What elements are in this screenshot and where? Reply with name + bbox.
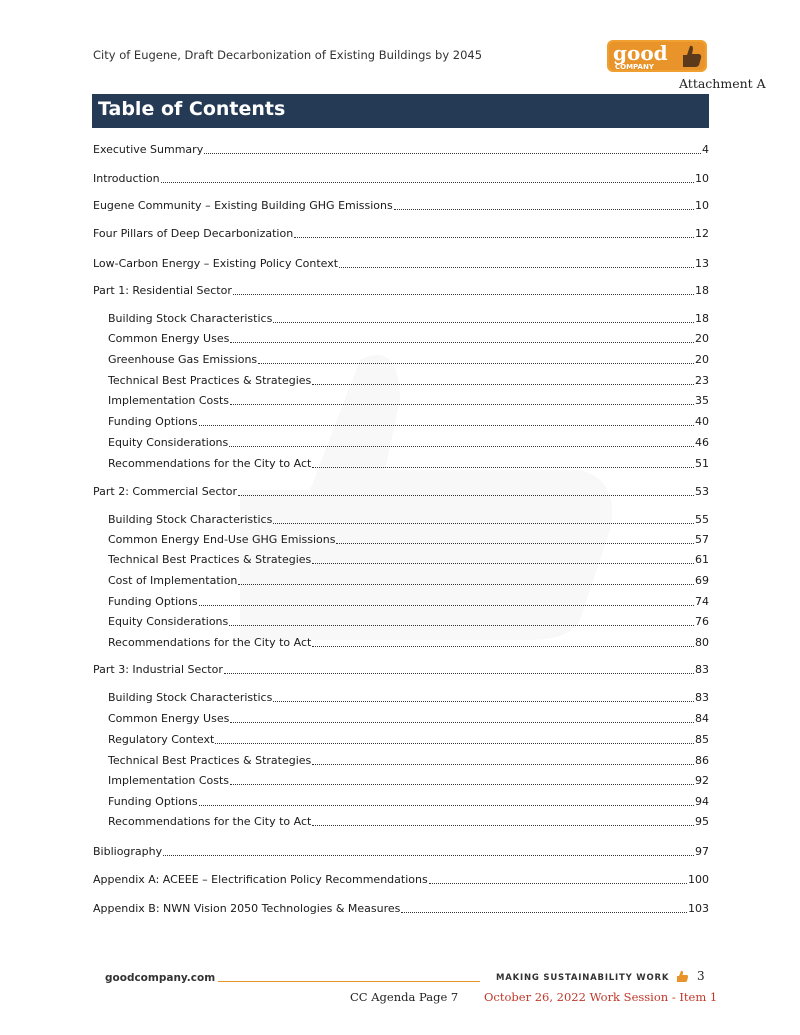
toc-entry-page: 84 (695, 712, 709, 725)
toc-entry[interactable] (108, 595, 709, 609)
toc-entry[interactable] (108, 394, 709, 408)
toc-entry-page: 85 (695, 733, 709, 746)
agenda-page-label: CC Agenda Page 7 (350, 990, 459, 1004)
logo-word-good: good (613, 41, 668, 65)
toc-entry-label: Technical Best Practices & Strategies (108, 553, 312, 566)
good-company-logo (607, 40, 707, 72)
toc-leader-dots (233, 293, 694, 295)
toc-entry-page: 83 (695, 691, 709, 704)
toc-entry[interactable] (93, 485, 709, 499)
toc-leader-dots (312, 383, 694, 385)
toc-leader-dots (163, 854, 694, 856)
page-number: 3 (697, 969, 705, 983)
toc-entry-page: 80 (695, 636, 709, 649)
toc-entry[interactable] (93, 199, 709, 213)
toc-entry[interactable] (108, 436, 709, 450)
toc-entry[interactable] (108, 457, 709, 471)
toc-entry-label: Building Stock Characteristics (108, 312, 273, 325)
toc-entry-page: 55 (695, 513, 709, 526)
toc-entry-page: 57 (695, 533, 709, 546)
toc-leader-dots (273, 522, 694, 524)
toc-leader-dots (199, 604, 694, 606)
footer-domain: goodcompany.com (105, 972, 216, 984)
toc-entry-label: Equity Considerations (108, 615, 229, 628)
toc-entry-page: 20 (695, 353, 709, 366)
toc-leader-dots (224, 672, 694, 674)
toc-entry-page: 18 (695, 312, 709, 325)
toc-leader-dots (312, 645, 694, 647)
toc-leader-dots (230, 341, 694, 343)
toc-entry[interactable] (108, 795, 709, 809)
toc-entry-page: 74 (695, 595, 709, 608)
toc-entry-label: Part 3: Industrial Sector (93, 663, 223, 676)
toc-entry-label: Introduction (93, 172, 160, 185)
toc-entry-page: 53 (695, 485, 709, 498)
toc-heading: Table of Contents (98, 98, 286, 120)
logo-word-company: COMPANY (615, 63, 654, 71)
toc-entry-page: 97 (695, 845, 709, 858)
document-header-title: City of Eugene, Draft Decarbonization of Existing Buildings by 2045 (93, 48, 483, 62)
toc-entry-label: Eugene Community – Existing Building GHG Emissions (93, 199, 393, 212)
toc-entry-page: 51 (695, 457, 709, 470)
toc-leader-dots (273, 700, 694, 702)
toc-entry-label: Bibliography (93, 845, 163, 858)
toc-entry[interactable] (108, 574, 709, 588)
toc-entry[interactable] (108, 712, 709, 726)
toc-entry[interactable] (108, 754, 709, 768)
toc-entry-page: 40 (695, 415, 709, 428)
toc-entry-label: Building Stock Characteristics (108, 691, 273, 704)
work-session-label: October 26, 2022 Work Session - Item 1 (484, 990, 718, 1004)
toc-entry-page: 13 (695, 257, 709, 270)
toc-leader-dots (238, 494, 694, 496)
toc-entry-page: 46 (695, 436, 709, 449)
toc-entry[interactable] (108, 513, 709, 527)
toc-entry[interactable] (108, 332, 709, 346)
toc-entry[interactable] (93, 663, 709, 677)
toc-entry-label: Technical Best Practices & Strategies (108, 374, 312, 387)
toc-leader-dots (229, 624, 694, 626)
toc-entry-page: 10 (695, 172, 709, 185)
toc-entry-label: Equity Considerations (108, 436, 229, 449)
toc-entry[interactable] (93, 172, 709, 186)
toc-leader-dots (273, 321, 694, 323)
toc-entry[interactable] (93, 284, 709, 298)
toc-entry-label: Funding Options (108, 415, 198, 428)
toc-heading-banner (92, 94, 709, 128)
toc-leader-dots (312, 763, 694, 765)
toc-entry-page: 23 (695, 374, 709, 387)
toc-leader-dots (199, 424, 694, 426)
toc-leader-dots (204, 152, 701, 154)
toc-leader-dots (238, 583, 694, 585)
toc-entry-page: 83 (695, 663, 709, 676)
toc-entry-page: 20 (695, 332, 709, 345)
toc-entry-page: 76 (695, 615, 709, 628)
toc-entry[interactable] (108, 774, 709, 788)
toc-entry-page: 86 (695, 754, 709, 767)
toc-entry[interactable] (108, 733, 709, 747)
toc-leader-dots (230, 783, 694, 785)
toc-entry-label: Recommendations for the City to Act (108, 815, 312, 828)
toc-leader-dots (258, 362, 694, 364)
toc-entry[interactable] (108, 691, 709, 705)
toc-entry[interactable] (108, 374, 709, 388)
toc-entry[interactable] (93, 902, 709, 916)
toc-entry[interactable] (108, 415, 709, 429)
toc-entry-label: Recommendations for the City to Act (108, 457, 312, 470)
toc-leader-dots (312, 562, 694, 564)
toc-leader-dots (229, 445, 694, 447)
toc-leader-dots (336, 542, 694, 544)
toc-entry-label: Funding Options (108, 795, 198, 808)
toc-entry-label: Low-Carbon Energy – Existing Policy Context (93, 257, 339, 270)
toc-entry-page: 103 (688, 902, 709, 915)
toc-entry-label: Funding Options (108, 595, 198, 608)
toc-leader-dots (215, 742, 694, 744)
toc-leader-dots (161, 181, 694, 183)
toc-leader-dots (294, 236, 694, 238)
toc-entry-label: Recommendations for the City to Act (108, 636, 312, 649)
attachment-label: Attachment A (679, 76, 766, 91)
toc-entry[interactable] (108, 615, 709, 629)
toc-entry-label: Part 1: Residential Sector (93, 284, 232, 297)
toc-entry-label: Appendix B: NWN Vision 2050 Technologies & Measures (93, 902, 401, 915)
toc-leader-dots (394, 208, 694, 210)
toc-entry[interactable] (108, 636, 709, 650)
toc-entry-page: 69 (695, 574, 709, 587)
toc-entry-label: Implementation Costs (108, 774, 230, 787)
thumbs-up-icon (676, 970, 689, 983)
toc-entry-page: 18 (695, 284, 709, 297)
toc-entry-label: Building Stock Characteristics (108, 513, 273, 526)
toc-entry-page: 94 (695, 795, 709, 808)
toc-entry-label: Regulatory Context (108, 733, 215, 746)
toc-leader-dots (312, 824, 694, 826)
toc-entry-label: Common Energy Uses (108, 332, 230, 345)
toc-entry[interactable] (108, 312, 709, 326)
toc-entry[interactable] (93, 257, 709, 271)
toc-leader-dots (312, 466, 694, 468)
toc-entry[interactable] (93, 845, 709, 859)
toc-leader-dots (339, 266, 694, 268)
toc-leader-dots (199, 804, 694, 806)
toc-entry-page: 100 (688, 873, 709, 886)
toc-entry[interactable] (108, 553, 709, 567)
toc-entry[interactable] (93, 143, 709, 157)
toc-entry-page: 61 (695, 553, 709, 566)
toc-entry-label: Technical Best Practices & Strategies (108, 754, 312, 767)
toc-entry[interactable] (108, 815, 709, 829)
toc-entry-label: Cost of Implementation (108, 574, 238, 587)
toc-entry[interactable] (108, 353, 709, 367)
footer-tagline: MAKING SUSTAINABILITY WORK (496, 973, 670, 983)
footer-divider (218, 981, 480, 982)
toc-entry-page: 10 (695, 199, 709, 212)
toc-entry[interactable] (93, 873, 709, 887)
toc-leader-dots (401, 911, 687, 913)
toc-entry[interactable] (108, 533, 709, 547)
toc-entry-label: Implementation Costs (108, 394, 230, 407)
toc-leader-dots (230, 403, 694, 405)
toc-entry-label: Common Energy Uses (108, 712, 230, 725)
toc-entry-page: 12 (695, 227, 709, 240)
toc-leader-dots (230, 721, 694, 723)
toc-entry-label: Appendix A: ACEEE – Electrification Policy Recommendations (93, 873, 428, 886)
toc-entry-label: Part 2: Commercial Sector (93, 485, 238, 498)
toc-entry-label: Greenhouse Gas Emissions (108, 353, 258, 366)
toc-entry-page: 95 (695, 815, 709, 828)
toc-entry-label: Common Energy End-Use GHG Emissions (108, 533, 336, 546)
toc-entry[interactable] (93, 227, 709, 241)
toc-entry-label: Four Pillars of Deep Decarbonization (93, 227, 294, 240)
toc-entry-label: Executive Summary (93, 143, 204, 156)
toc-entry-page: 92 (695, 774, 709, 787)
toc-entry-page: 4 (702, 143, 709, 156)
toc-entry-page: 35 (695, 394, 709, 407)
toc-leader-dots (429, 882, 687, 884)
